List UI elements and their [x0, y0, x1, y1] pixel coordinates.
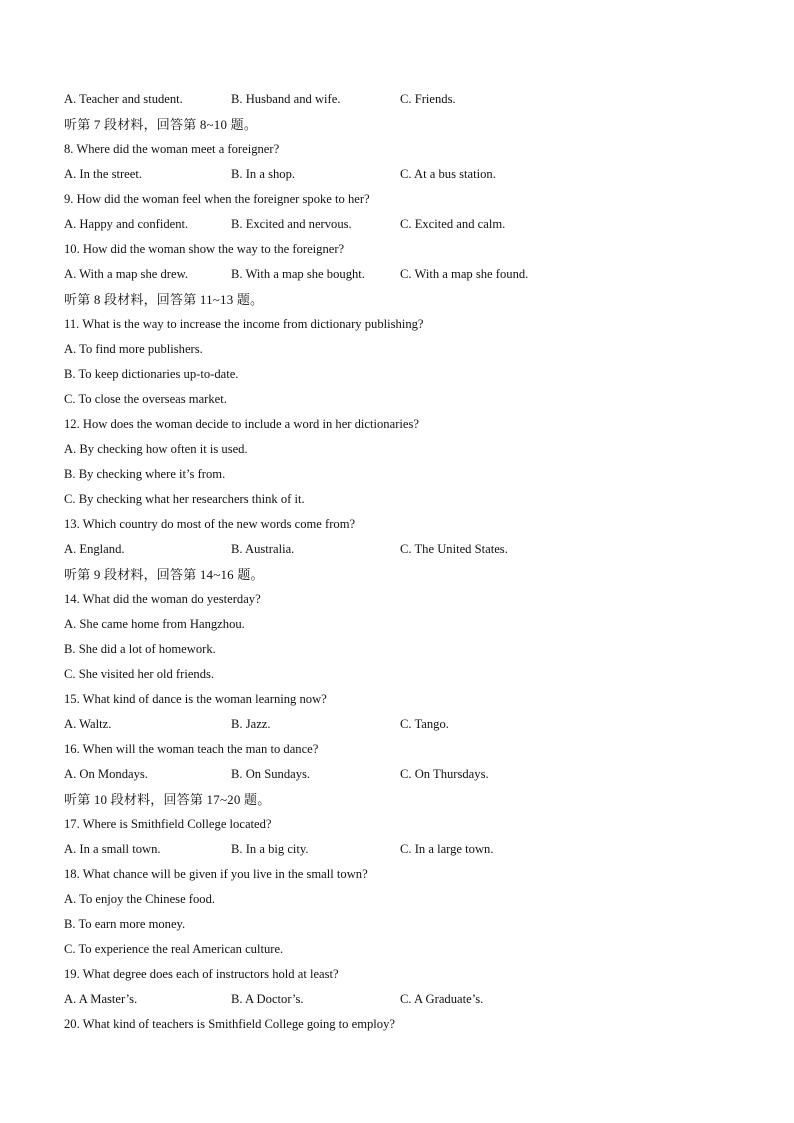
answer-options-row: [64, 537, 764, 562]
answer-option-a: A. In a small town.: [64, 842, 161, 856]
answer-options-row: [64, 987, 764, 1012]
section-heading: 听第 9 段材料，回答第 14~16 题。: [64, 567, 264, 582]
answer-option-a: A. England.: [64, 542, 125, 556]
text-line: A. To enjoy the Chinese food.: [64, 892, 216, 906]
answer-option-c: C. Friends.: [400, 92, 456, 106]
section-heading: 听第 8 段材料，回答第 11~13 题。: [64, 292, 264, 307]
answer-option-a: A. With a map she drew.: [64, 267, 188, 281]
answer-option-c: C. A Graduate’s.: [400, 992, 484, 1006]
answer-option-c: C. With a map she found.: [400, 267, 529, 281]
document-page: [64, 87, 764, 1037]
answer-option-a: A. On Mondays.: [64, 767, 148, 781]
text-line: B. To keep dictionaries up-to-date.: [64, 367, 239, 381]
answer-option-b: B. Jazz.: [231, 717, 271, 731]
answer-option-b: B. A Doctor’s.: [231, 992, 304, 1006]
answer-option-c: C. At a bus station.: [400, 167, 496, 181]
text-line: A. She came home from Hangzhou.: [64, 617, 245, 631]
text-line: 20. What kind of teachers is Smithfield College going to employ?: [64, 1017, 395, 1031]
text-line: B. She did a lot of homework.: [64, 642, 216, 656]
answer-option-b: B. In a big city.: [231, 842, 309, 856]
answer-option-c: C. Tango.: [400, 717, 449, 731]
answer-option-a: A. Waltz.: [64, 717, 112, 731]
answer-options-row: [64, 262, 764, 287]
text-line: C. To experience the real American culture.: [64, 942, 284, 956]
text-line: C. By checking what her researchers think of it.: [64, 492, 305, 506]
answer-option-a: A. Teacher and student.: [64, 92, 183, 106]
answer-option-b: B. Excited and nervous.: [231, 217, 352, 231]
answer-option-b: B. With a map she bought.: [231, 267, 365, 281]
text-line: B. By checking where it’s from.: [64, 467, 226, 481]
text-line: 9. How did the woman feel when the foreigner spoke to her?: [64, 192, 370, 206]
answer-option-b: B. Australia.: [231, 542, 295, 556]
answer-option-a: A. Happy and confident.: [64, 217, 189, 231]
text-line: 15. What kind of dance is the woman learning now?: [64, 692, 327, 706]
text-line: C. She visited her old friends.: [64, 667, 215, 681]
answer-option-a: A. A Master’s.: [64, 992, 138, 1006]
answer-option-a: A. In the street.: [64, 167, 142, 181]
section-heading: 听第 7 段材料，回答第 8~10 题。: [64, 117, 258, 132]
text-line: 13. Which country do most of the new words come from?: [64, 517, 356, 531]
text-line: 11. What is the way to increase the income from dictionary publishing?: [64, 317, 424, 331]
answer-options-row: [64, 712, 764, 737]
answer-option-b: B. On Sundays.: [231, 767, 311, 781]
text-line: 18. What chance will be given if you live in the small town?: [64, 867, 368, 881]
answer-option-c: C. On Thursdays.: [400, 767, 489, 781]
text-line: 10. How did the woman show the way to the foreigner?: [64, 242, 345, 256]
text-line: 14. What did the woman do yesterday?: [64, 592, 261, 606]
answer-options-row: [64, 162, 764, 187]
answer-option-b: B. In a shop.: [231, 167, 296, 181]
section-heading: 听第 10 段材料，回答第 17~20 题。: [64, 792, 271, 807]
answer-options-row: [64, 212, 764, 237]
text-line: B. To earn more money.: [64, 917, 186, 931]
answer-option-c: C. The United States.: [400, 542, 508, 556]
text-line: 16. When will the woman teach the man to dance?: [64, 742, 319, 756]
answer-option-c: C. Excited and calm.: [400, 217, 506, 231]
answer-option-c: C. In a large town.: [400, 842, 494, 856]
text-line: 19. What degree does each of instructors hold at least?: [64, 967, 339, 981]
text-line: C. To close the overseas market.: [64, 392, 227, 406]
answer-option-b: B. Husband and wife.: [231, 92, 341, 106]
answer-options-row: [64, 837, 764, 862]
answer-options-row: [64, 87, 764, 112]
text-line: 12. How does the woman decide to include a word in her dictionaries?: [64, 417, 419, 431]
answer-options-row: [64, 762, 764, 787]
text-line: 17. Where is Smithfield College located?: [64, 817, 272, 831]
text-line: A. To find more publishers.: [64, 342, 203, 356]
text-line: 8. Where did the woman meet a foreigner?: [64, 142, 280, 156]
text-line: A. By checking how often it is used.: [64, 442, 248, 456]
